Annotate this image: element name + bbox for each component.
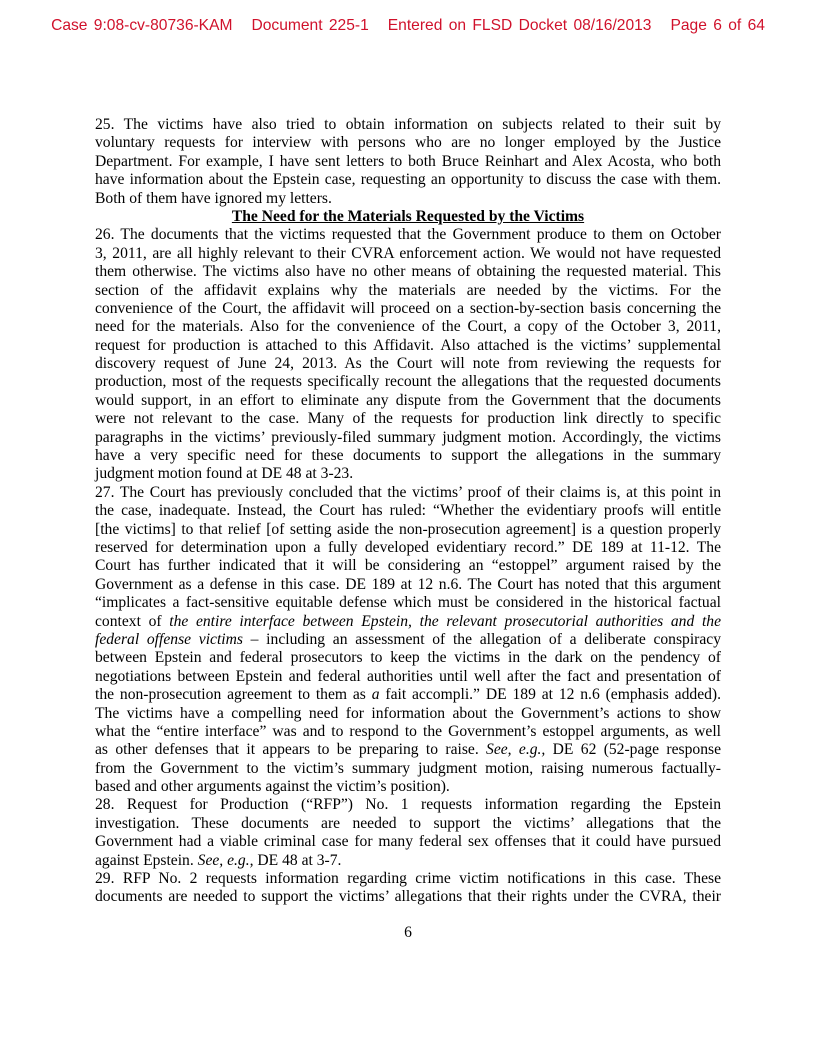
text-segment: were not relevant to the case. Many of the requests for production link directly to specific — [95, 410, 721, 428]
text-segment: documents are needed to support the victims’ allegations that their rights under the CVRA, their — [95, 888, 721, 906]
text-line — [95, 852, 721, 870]
text-line — [95, 686, 721, 704]
text-line — [95, 355, 721, 373]
text-segment: fait accompli.” DE 189 at 12 n.6 (emphasis added). — [379, 686, 722, 704]
text-segment: reserved for determination upon a fully developed evidentiary record.” DE 189 at 11-12. The — [95, 538, 721, 556]
text-segment: “implicates a fact-sensitive equitable defense which must be considered in the historical factual — [95, 594, 721, 612]
document-body — [95, 116, 721, 907]
text-segment: Court has further indicated that it will be considering an “estoppel” argument raised by the — [95, 557, 721, 575]
text-line — [95, 171, 721, 189]
section-heading — [95, 208, 721, 226]
text-line — [95, 429, 721, 447]
text-line — [95, 373, 721, 391]
text-segment: 28. Request for Production (“RFP”) No. 1 requests information regarding the Epstein — [95, 796, 721, 814]
text-segment: Department. For example, I have sent letters to both Bruce Reinhart and Alex Acosta, who both — [95, 152, 721, 170]
text-line — [95, 631, 721, 649]
text-segment: have a very specific need for these documents to support the allegations in the summary — [95, 447, 721, 465]
text-line — [95, 116, 721, 134]
text-segment: based and other arguments against the victim’s position). — [95, 778, 450, 796]
text-segment: request for production is attached to this Affidavit. Also attached is the victims’ supplemental — [95, 336, 721, 354]
text-segment: between Epstein and federal prosecutors to keep the victims in the dark on the pendency of — [95, 649, 721, 667]
text-line — [95, 760, 721, 778]
text-segment: negotiations between Epstein and federal authorities until well after the fact and presentation of — [95, 667, 721, 685]
text-segment: the non-prosecution agreement to them as — [95, 686, 372, 704]
text-line — [95, 723, 721, 741]
text-line — [95, 576, 721, 594]
text-segment: need for the materials. Also for the convenience of the Court, a copy of the October 3, 2011, — [95, 318, 721, 336]
text-line — [95, 226, 721, 244]
text-line — [95, 888, 721, 906]
text-segment: Both of them have ignored my letters. — [95, 189, 332, 207]
text-line — [95, 300, 721, 318]
text-segment: discovery request of June 24, 2013. As the Court will note from reviewing the requests for — [95, 355, 721, 373]
italic-text: See, e.g., — [197, 851, 254, 869]
court-filing-header-stamp: Case 9:08-cv-80736-KAM Document 225-1 Entered on FLSD Docket 08/16/2013 Page 6 of 64 — [51, 17, 765, 34]
italic-text: federal offense victims — [95, 630, 243, 648]
text-segment: The Need for the Materials Requested by the Victims — [231, 207, 585, 225]
text-line — [95, 668, 721, 686]
text-segment: section of the affidavit explains why the materials are needed by the victims. For the — [95, 281, 721, 299]
text-line — [95, 870, 721, 888]
text-segment: 3, 2011, are all highly relevant to their CVRA enforcement action. We would not have requested — [95, 244, 721, 262]
text-line — [95, 447, 721, 465]
text-segment: context of — [95, 612, 170, 630]
text-segment: from the Government to the victim’s summary judgment motion, raising numerous factually- — [95, 759, 721, 777]
text-line — [95, 190, 721, 208]
text-line — [95, 153, 721, 171]
text-line — [95, 778, 721, 796]
text-line — [95, 705, 721, 723]
text-line — [95, 337, 721, 355]
text-segment: voluntary requests for interview with persons who are no longer employed by the Justice — [95, 134, 721, 152]
text-line — [95, 613, 721, 631]
text-segment: production, most of the requests specifically recount the allegations that the requested documents — [95, 373, 721, 391]
text-line — [95, 815, 721, 833]
text-segment: investigation. These documents are needed to support the victims’ allegations that the — [95, 814, 721, 832]
text-segment: The victims have a compelling need for information about the Government’s actions to show — [95, 704, 721, 722]
text-line — [95, 521, 721, 539]
text-segment: Government had a viable criminal case for many federal sex offenses that it could have pursued — [95, 833, 721, 851]
page-number: 6 — [404, 924, 412, 941]
text-segment: against Epstein. — [95, 851, 198, 869]
text-segment: judgment motion found at DE 48 at 3-23. — [95, 465, 354, 483]
italic-text: the entire interface between Epstein, the relevant prosecutorial authorities and the — [169, 612, 722, 630]
text-line — [95, 649, 721, 667]
text-segment: convenience of the Court, the affidavit will proceed on a section-by-section basis concerning the — [95, 299, 721, 317]
text-line — [95, 557, 721, 575]
text-segment: 26. The documents that the victims requested that the Government produce to them on October — [95, 226, 721, 244]
text-line — [95, 594, 721, 612]
text-line — [95, 484, 721, 502]
italic-text: a — [371, 686, 380, 704]
text-line — [95, 465, 721, 483]
text-line — [95, 134, 721, 152]
text-line — [95, 741, 721, 759]
text-line — [95, 410, 721, 428]
text-line — [95, 392, 721, 410]
text-segment: them otherwise. The victims also have no other means of obtaining the requested material. This — [95, 263, 721, 281]
text-segment: DE 48 at 3-7. — [253, 851, 342, 869]
text-segment: DE 62 (52-page response — [545, 741, 721, 759]
text-line — [95, 282, 721, 300]
text-segment: as other defenses that it appears to be preparing to raise. — [95, 741, 487, 759]
text-segment: [the victims] to that relief [of setting aside the non-prosecution agreement] is a question properly — [95, 520, 721, 538]
text-line — [95, 245, 721, 263]
text-segment: have information about the Epstein case, requesting an opportunity to discuss the case with them. — [95, 171, 721, 189]
text-line — [95, 796, 721, 814]
text-segment: – including an assessment of the allegation of a deliberate conspiracy — [242, 630, 722, 648]
text-segment: would support, in an effort to eliminate any dispute from the Government that the documents — [95, 391, 721, 409]
text-line — [95, 833, 721, 851]
text-line — [95, 539, 721, 557]
text-line — [95, 318, 721, 336]
text-segment: the case, inadequate. Instead, the Court has ruled: “Whether the evidentiary proofs will entitle — [95, 502, 721, 520]
text-segment: what the “entire interface” was and to respond to the Government’s estoppel arguments, as well — [95, 722, 721, 740]
italic-text: See, e.g., — [486, 741, 546, 759]
text-line — [95, 263, 721, 281]
text-segment: paragraphs in the victims’ previously-filed summary judgment motion. Accordingly, the victims — [95, 428, 721, 446]
text-segment: 25. The victims have also tried to obtain information on subjects related to their suit by — [95, 116, 721, 133]
text-segment: Government as a defense in this case. DE 189 at 12 n.6. The Court has noted that this argument — [95, 575, 721, 593]
text-segment: 27. The Court has previously concluded that the victims’ proof of their claims is, at this point in — [95, 483, 721, 501]
text-segment: 29. RFP No. 2 requests information regarding crime victim notifications in this case. These — [95, 870, 721, 888]
text-line — [95, 502, 721, 520]
